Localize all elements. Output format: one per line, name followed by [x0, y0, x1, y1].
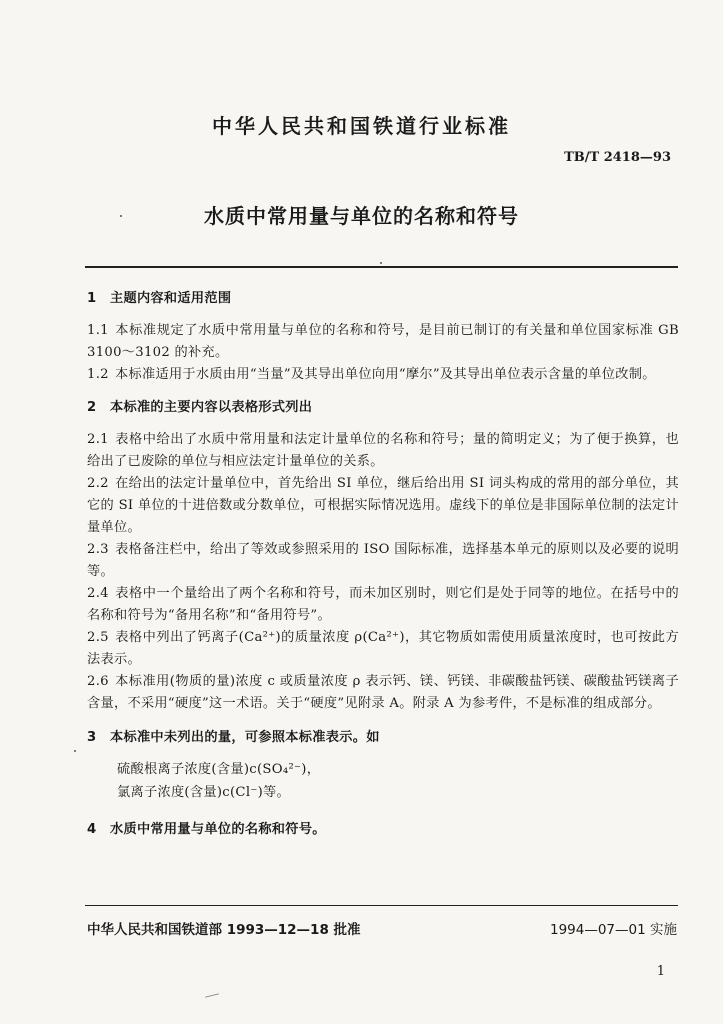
clause-number: 2.2 — [87, 476, 109, 491]
clause-text: 本标准规定了水质中常用量与单位的名称和符号，是目前已制订的有关量和单位国家标准 GB 3100～3102 的补充。 — [87, 323, 679, 360]
scan-speck — [205, 993, 219, 997]
clause-text: 本标准适用于水质由用“当量”及其导出单位向用“摩尔”及其导出单位表示含量的单位改制。 — [115, 367, 656, 382]
implementation-date: 1994—07—01 实施 — [549, 922, 677, 938]
scan-speck — [74, 750, 76, 752]
clause-number: 2.3 — [87, 542, 109, 557]
scan-speck — [120, 215, 122, 217]
approval-line: 中华人民共和国铁道部 1993—12—18 批准 — [87, 922, 361, 938]
clause-text: 表格中一个量给出了两个名称和符号，而未加区别时，则它们是处于同等的地位。在括号中的名称和符号为“备用名称”和“备用符号”。 — [87, 586, 679, 623]
document-title: 水质中常用量与单位的名称和符号 — [204, 204, 519, 228]
clause-number: 2.4 — [87, 586, 109, 601]
section-2-heading: 2 本标准的主要内容以表格形式列出 — [87, 400, 313, 415]
clause-text: 表格中给出了水质中常用量和法定计量单位的名称和符号；量的简明定义；为了便于换算，也给出了已废除的单位与相应法定计量单位的关系。 — [87, 432, 679, 469]
clause-2-3 — [87, 539, 679, 583]
section-4-heading: 4 水质中常用量与单位的名称和符号。 — [87, 822, 326, 837]
clause-text: 表格中列出了钙离子(Ca²⁺)的质量浓度 ρ(Ca²⁺)，其它物质如需使用质量浓度时，也可按此方法表示。 — [87, 630, 679, 667]
clause-number: 2.6 — [87, 674, 109, 689]
clause-text: 表格备注栏中，给出了等效或参照采用的 ISO 国际标准，选择基本单元的原则以及必要的说明等。 — [87, 542, 679, 579]
clause-number: 1.2 — [87, 367, 109, 382]
clause-2-1 — [87, 429, 679, 473]
clause-2-2 — [87, 473, 679, 539]
example-sulfate: 硫酸根离子浓度(含量)c(SO₄²⁻)， — [117, 762, 321, 777]
clause-1-2 — [87, 364, 679, 386]
section-3-heading: 3 本标准中未列出的量，可参照本标准表示。如 — [87, 730, 380, 745]
page-number: 1 — [656, 964, 665, 979]
clause-text: 在给出的法定计量单位中，首先给出 SI 单位，继后给出用 SI 词头构成的常用的部分单位，其它的 SI 单位的十进倍数或分数单位，可根据实际情况选用。虚线下的单位是非国际单位制的法定计量单位。 — [87, 476, 679, 535]
section-1-heading: 1 主题内容和适用范围 — [87, 291, 232, 306]
scan-speck — [380, 262, 382, 264]
clause-text: 本标准用(物质的量)浓度 c 或质量浓度 ρ 表示钙、镁、钙镁、非碳酸盐钙镁、碳酸盐钙镁离子含量，不采用“硬度”这一术语。关于“硬度”见附录 A。附录 A 为参考件，不是标准的组成部分。 — [87, 674, 679, 711]
standard-title: 中华人民共和国铁道行业标准 — [212, 114, 511, 138]
example-chloride: 氯离子浓度(含量)c(Cl⁻)等。 — [117, 785, 291, 800]
clause-number: 2.5 — [87, 630, 109, 645]
header-divider — [85, 266, 678, 268]
clause-2-5 — [87, 627, 679, 671]
clause-2-4 — [87, 583, 679, 627]
document-body — [87, 288, 679, 841]
footer-divider — [85, 905, 678, 906]
clause-number: 1.1 — [87, 323, 109, 338]
clause-1-1 — [87, 320, 679, 364]
standard-code: TB/T 2418—93 — [564, 150, 671, 165]
clause-number: 2.1 — [87, 432, 109, 447]
clause-2-6 — [87, 671, 679, 715]
